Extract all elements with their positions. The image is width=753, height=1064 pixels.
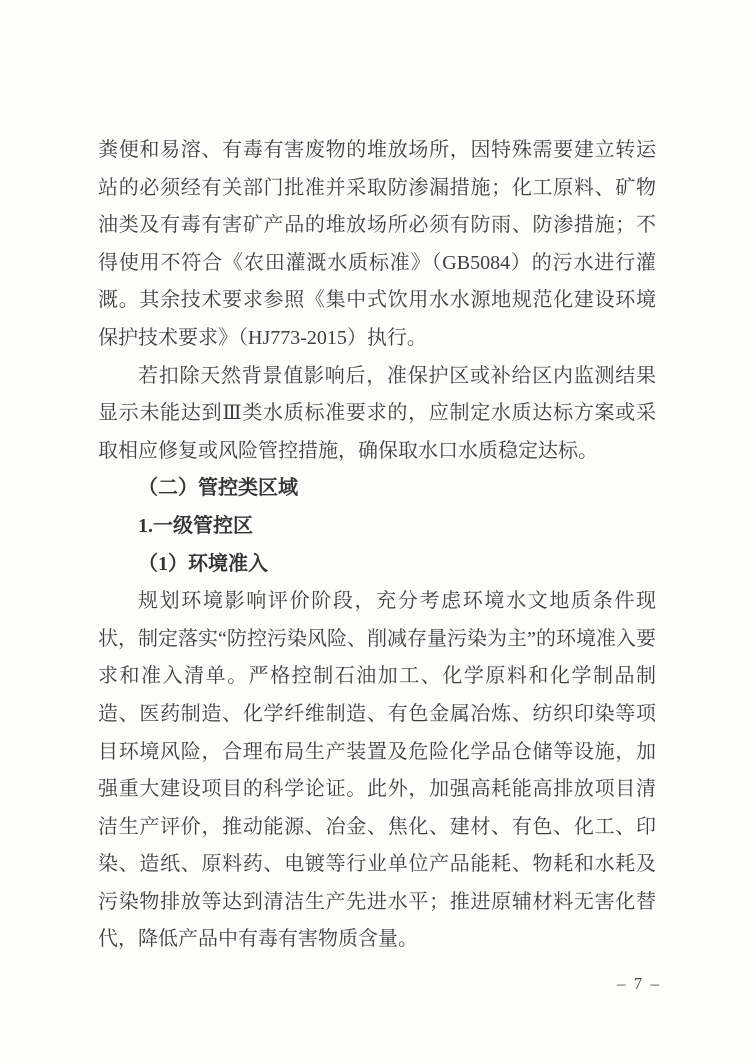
- body-paragraph: 规划环境影响评价阶段，充分考虑环境水文地质条件现状，制定落实“防控污染风险、削减存量污染为主”的环境准入要求和准入清单。严格控制石油加工、化学原料和化学制品制造、医药制造、化学纤维制造、有色金属冶炼、纺织印染等项目环境风险，合理布局生产装置及危险化学品仓储等设施，加强重大建设项目的科学论证。此外，加强高耗能高排放项目清洁生产评价，推动能源、冶金、焦化、建材、有色、化工、印染、造纸、原料药、电镀等行业单位产品能耗、物耗和水耗及污染物排放等达到清洁生产先进水平；推进原辅材料无害化替代，降低产品中有毒有害物质含量。: [98, 590, 656, 951]
- section-heading: （1）环境准入: [138, 552, 268, 575]
- body-paragraph-continuation: 粪便和易溶、有毒有害废物的堆放场所，因特殊需要建立转运站的必须经有关部门批准并采取防渗漏措施；化工原料、矿物油类及有毒有害矿产品的堆放场所必须有防雨、防渗措施；不得使用不符合《农田灌溉水质标准》（GB5084）的污水进行灌溉。其余技术要求参照《集中式饮用水水源地规范化建设环境保护技术要求》（HJ773-2015）执行。: [98, 139, 656, 349]
- section-heading: 1.一级管控区: [138, 514, 253, 537]
- body-paragraph: 若扣除天然背景值影响后，准保护区或补给区内监测结果显示未能达到Ⅲ类水质标准要求的，应制定水质达标方案或采取相应修复或风险管控措施，确保取水口水质稳定达标。: [98, 364, 656, 462]
- page-number: – 7 –: [617, 974, 661, 993]
- section-heading: （二）管控类区域: [138, 477, 298, 500]
- document-body: [98, 132, 656, 959]
